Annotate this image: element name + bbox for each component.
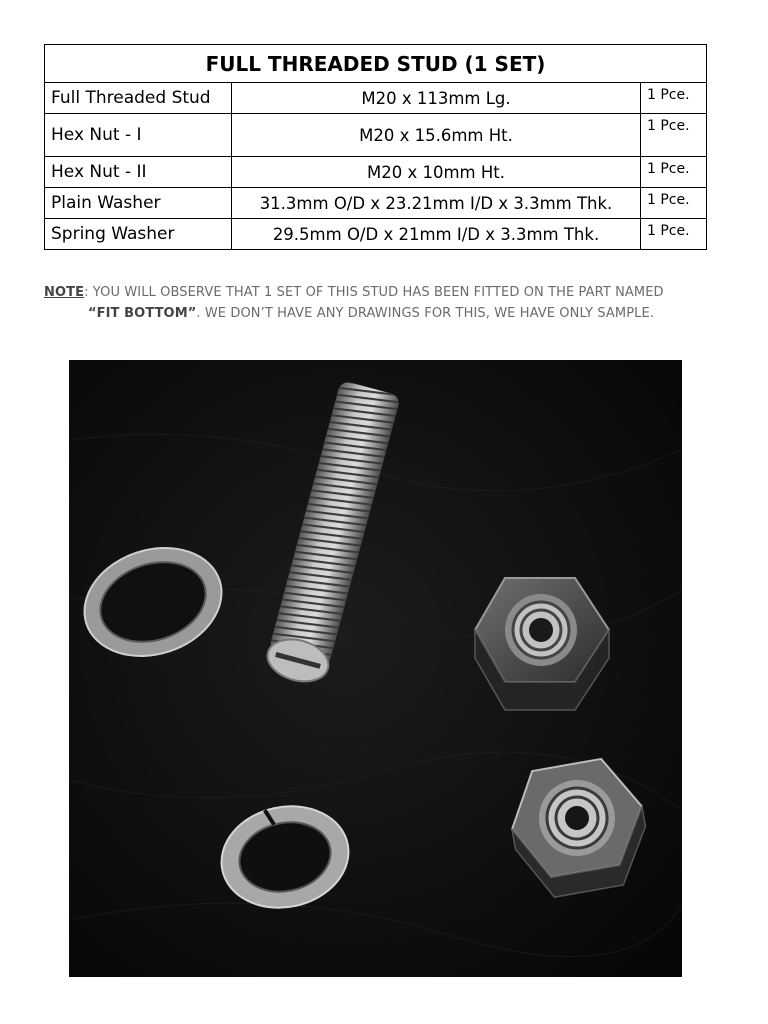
note: [44, 282, 724, 324]
item-size: M20 x 15.6mm Ht.: [232, 114, 641, 157]
table-row: [45, 219, 707, 250]
item-qty: 1 Pce.: [641, 188, 707, 219]
item-name: Hex Nut - II: [45, 157, 232, 188]
sample-photo: [69, 360, 682, 977]
table-row: [45, 157, 707, 188]
item-name: Spring Washer: [45, 219, 232, 250]
item-name: Full Threaded Stud: [45, 83, 232, 114]
table-row: [45, 83, 707, 114]
item-qty: 1 Pce.: [641, 219, 707, 250]
note-line-1: [44, 282, 724, 303]
item-name: Hex Nut - I: [45, 114, 232, 157]
note-text-2: . WE DON’T HAVE ANY DRAWINGS FOR THIS, WE HAVE ONLY SAMPLE.: [196, 306, 655, 321]
note-part-name: “FIT BOTTOM”: [88, 306, 197, 321]
item-size: M20 x 113mm Lg.: [232, 83, 641, 114]
table-title-row: [45, 45, 707, 83]
item-size: 29.5mm O/D x 21mm I/D x 3.3mm Thk.: [232, 219, 641, 250]
item-qty: 1 Pce.: [641, 83, 707, 114]
table-row: [45, 188, 707, 219]
item-qty: 1 Pce.: [641, 114, 707, 157]
item-size: 31.3mm O/D x 23.21mm I/D x 3.3mm Thk.: [232, 188, 641, 219]
table-title: FULL THREADED STUD (1 SET): [45, 45, 707, 83]
table-row: [45, 114, 707, 157]
item-qty: 1 Pce.: [641, 157, 707, 188]
item-size: M20 x 10mm Ht.: [232, 157, 641, 188]
note-label: NOTE: [44, 285, 85, 300]
note-line-2: [44, 303, 724, 324]
note-text-1: : YOU WILL OBSERVE THAT 1 SET OF THIS STUD HAS BEEN FITTED ON THE PART NAMED: [84, 285, 664, 300]
spec-table: [44, 44, 707, 250]
item-name: Plain Washer: [45, 188, 232, 219]
